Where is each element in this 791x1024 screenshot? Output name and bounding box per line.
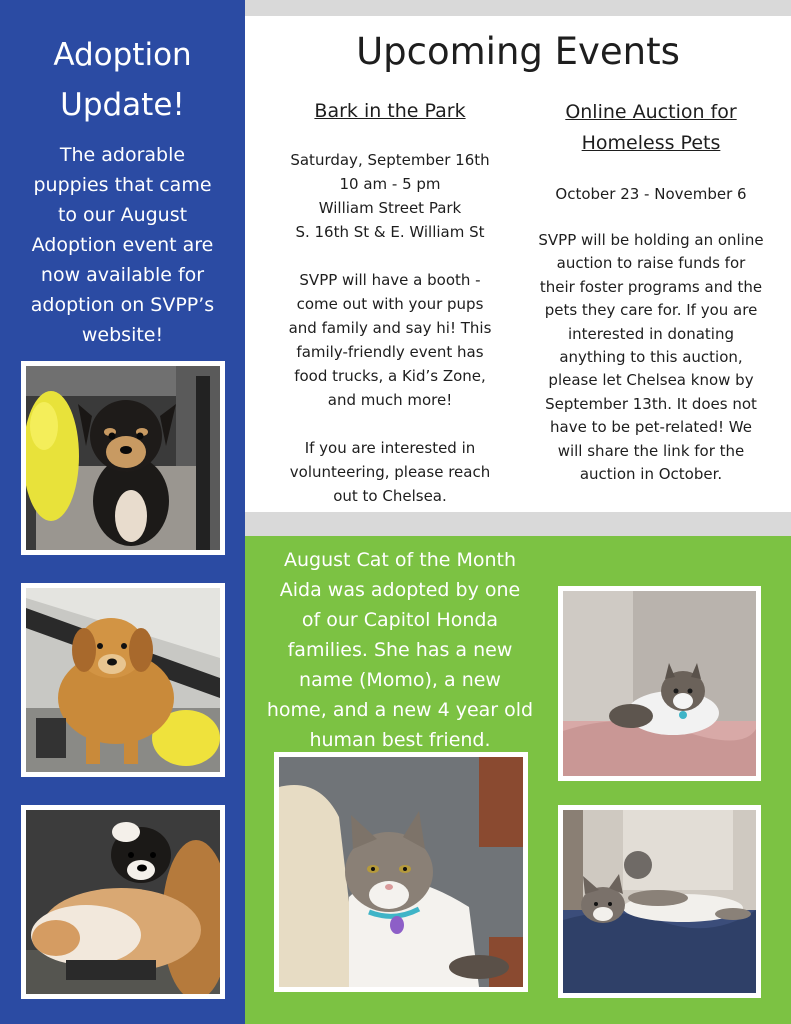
puppy-photo-1 bbox=[21, 361, 225, 555]
adoption-title bbox=[0, 30, 245, 130]
bark-description-line: and much more! bbox=[327, 391, 453, 409]
cat-line: home, and a new 4 year old bbox=[266, 699, 534, 721]
cat-line: families. She has a new bbox=[287, 639, 513, 661]
cat-line: of our Capitol Honda bbox=[301, 609, 499, 631]
adoption-line: adoption on SVPP’s bbox=[30, 294, 215, 316]
adoption-body bbox=[0, 140, 245, 350]
adoption-line: The adorable bbox=[59, 144, 186, 166]
bark-title: Bark in the Park bbox=[314, 100, 466, 122]
auction-description-line: please let Chelsea know by bbox=[548, 371, 754, 390]
bark-description-line: food trucks, a Kid’s Zone, bbox=[294, 367, 486, 385]
puppy-photo-3 bbox=[21, 805, 225, 999]
bark-time: 10 am - 5 pm bbox=[339, 175, 441, 193]
adoption-line: now available for bbox=[40, 264, 205, 286]
top-gray-band bbox=[245, 0, 791, 16]
cat-photo-3 bbox=[558, 805, 761, 998]
auction-description bbox=[515, 229, 787, 486]
auction-dates: October 23 - November 6 bbox=[555, 185, 747, 203]
bark-venue: William Street Park bbox=[318, 199, 462, 217]
bark-description-line: come out with your pups bbox=[296, 295, 484, 313]
bark-volunteer-line: out to Chelsea. bbox=[333, 487, 447, 505]
adoption-line: Adoption event are bbox=[31, 234, 214, 256]
auction-description-line: anything to this auction, bbox=[559, 348, 743, 367]
cat-image-1 bbox=[563, 591, 756, 776]
adoption-line: puppies that came bbox=[33, 174, 212, 196]
middle-gray-band bbox=[245, 512, 791, 536]
puppy-photo-2 bbox=[21, 583, 225, 777]
bark-details bbox=[250, 148, 530, 508]
auction-title bbox=[520, 97, 782, 159]
auction-description-line: auction in October. bbox=[579, 465, 723, 484]
adoption-line: website! bbox=[81, 324, 164, 346]
cat-line: Aida was adopted by one bbox=[279, 579, 521, 601]
events-heading: Upcoming Events bbox=[356, 30, 680, 73]
bark-description-line: SVPP will have a booth - bbox=[299, 271, 481, 289]
auction-description-line: will share the link for the bbox=[557, 441, 745, 460]
cat-line: name (Momo), a new bbox=[299, 669, 501, 691]
puppy-image-3 bbox=[26, 810, 220, 994]
cat-photo-1 bbox=[558, 586, 761, 781]
cat-of-month-text bbox=[247, 545, 553, 755]
cat-image-2 bbox=[279, 757, 523, 987]
adoption-title-line2: Update! bbox=[60, 87, 185, 123]
auction-description-line: have to be pet-related! We bbox=[550, 418, 752, 437]
adoption-line: to our August bbox=[57, 204, 188, 226]
puppy-image-2 bbox=[26, 588, 220, 772]
auction-description-line: pets they care for. If you are bbox=[544, 301, 758, 320]
cat-image-3 bbox=[563, 810, 756, 993]
auction-title-line1: Online Auction for bbox=[565, 101, 737, 123]
adoption-title-line1: Adoption bbox=[53, 37, 192, 73]
cat-line: August Cat of the Month bbox=[283, 549, 517, 571]
puppy-image-1 bbox=[26, 366, 220, 550]
auction-description-line: interested in donating bbox=[568, 324, 734, 343]
auction-description-line: SVPP will be holding an online bbox=[538, 231, 764, 249]
auction-description-line: auction to raise funds for bbox=[556, 254, 746, 273]
bark-volunteer-line: If you are interested in bbox=[304, 439, 476, 457]
cat-photo-2 bbox=[274, 752, 528, 992]
cat-line: human best friend. bbox=[309, 729, 491, 751]
auction-description-line: September 13th. It does not bbox=[545, 394, 757, 413]
bark-description-line: family-friendly event has bbox=[296, 343, 484, 361]
auction-description-line: their foster programs and the bbox=[539, 277, 763, 296]
bark-description-line: and family and say hi! This bbox=[288, 319, 492, 337]
bark-date: Saturday, September 16th bbox=[290, 151, 490, 169]
bark-address: S. 16th St & E. William St bbox=[295, 223, 485, 241]
auction-title-line2: Homeless Pets bbox=[581, 132, 721, 154]
bark-volunteer-line: volunteering, please reach bbox=[289, 463, 491, 481]
